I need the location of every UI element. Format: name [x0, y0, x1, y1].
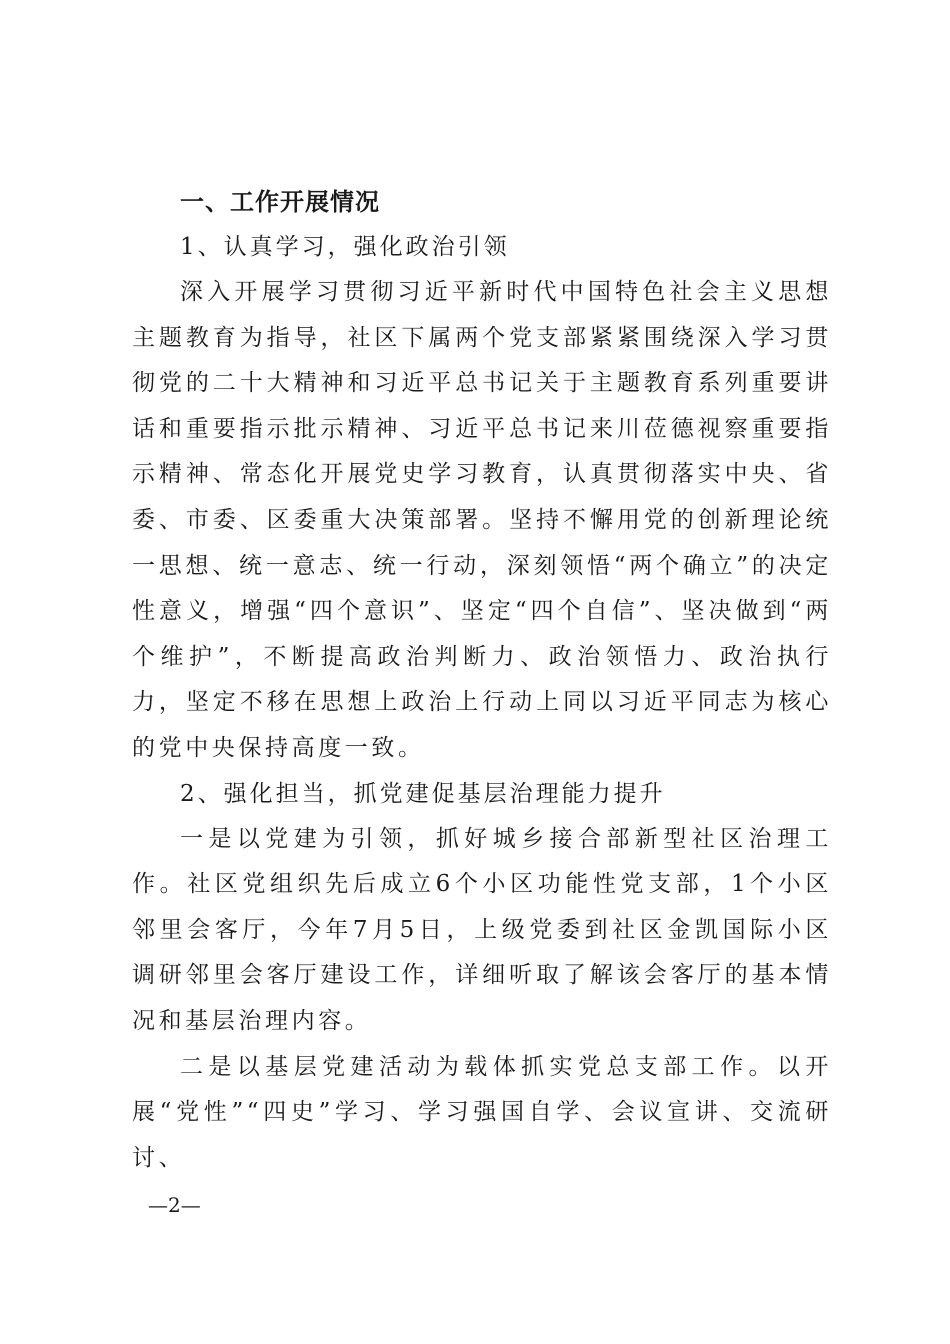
- section-title: 一、工作开展情况: [180, 188, 380, 216]
- subsection-title-2: 2、强化担当，抓党建促基层治理能力提升: [180, 780, 666, 807]
- subsection-title-1: 1、认真学习，强化政治引领: [180, 234, 510, 260]
- document-body: [132, 180, 832, 1181]
- paragraph-1: 深入开展学习贯彻习近平新时代中国特色社会主义思想主题教育为指导，社区下属两个党支部紧紧围绕深入学习贯彻党的二十大精神和习近平总书记关于主题教育系列重要讲话和重要指示批示精神、习近平总书记来川莅德视察重要指示精神、常态化开展党史学习教育，认真贯彻落实中央、省委、市委、区委重大决策部署。坚持不懈用党的创新理论统一思想、统一意志、统一行动，深刻领悟“两个确立”的决定性意义，增强“四个意识”、坚定“四个自信”、坚决做到“两个维护”，不断提高政治判断力、政治领悟力、政治执行力，坚定不移在思想上政治上行动上同以习近平同志为核心的党中央保持高度一致。: [132, 279, 832, 761]
- paragraph-2: 一是以党建为引领，抓好城乡接合部新型社区治理工作。社区党组织先后成立6个小区功能性党支部，1个小区邻里会客厅，今年7月5日，上级党委到社区金凯国际小区调研邻里会客厅建设工作，详细听取了解该会客厅的基本情况和基层治理内容。: [132, 825, 832, 1034]
- paragraph-3: 二是以基层党建活动为载体抓实党总支部工作。以开展“党性”“四史”学习、学习强国自学、会议宣讲、交流研讨、: [132, 1053, 832, 1171]
- page-number: —2—: [148, 1193, 201, 1217]
